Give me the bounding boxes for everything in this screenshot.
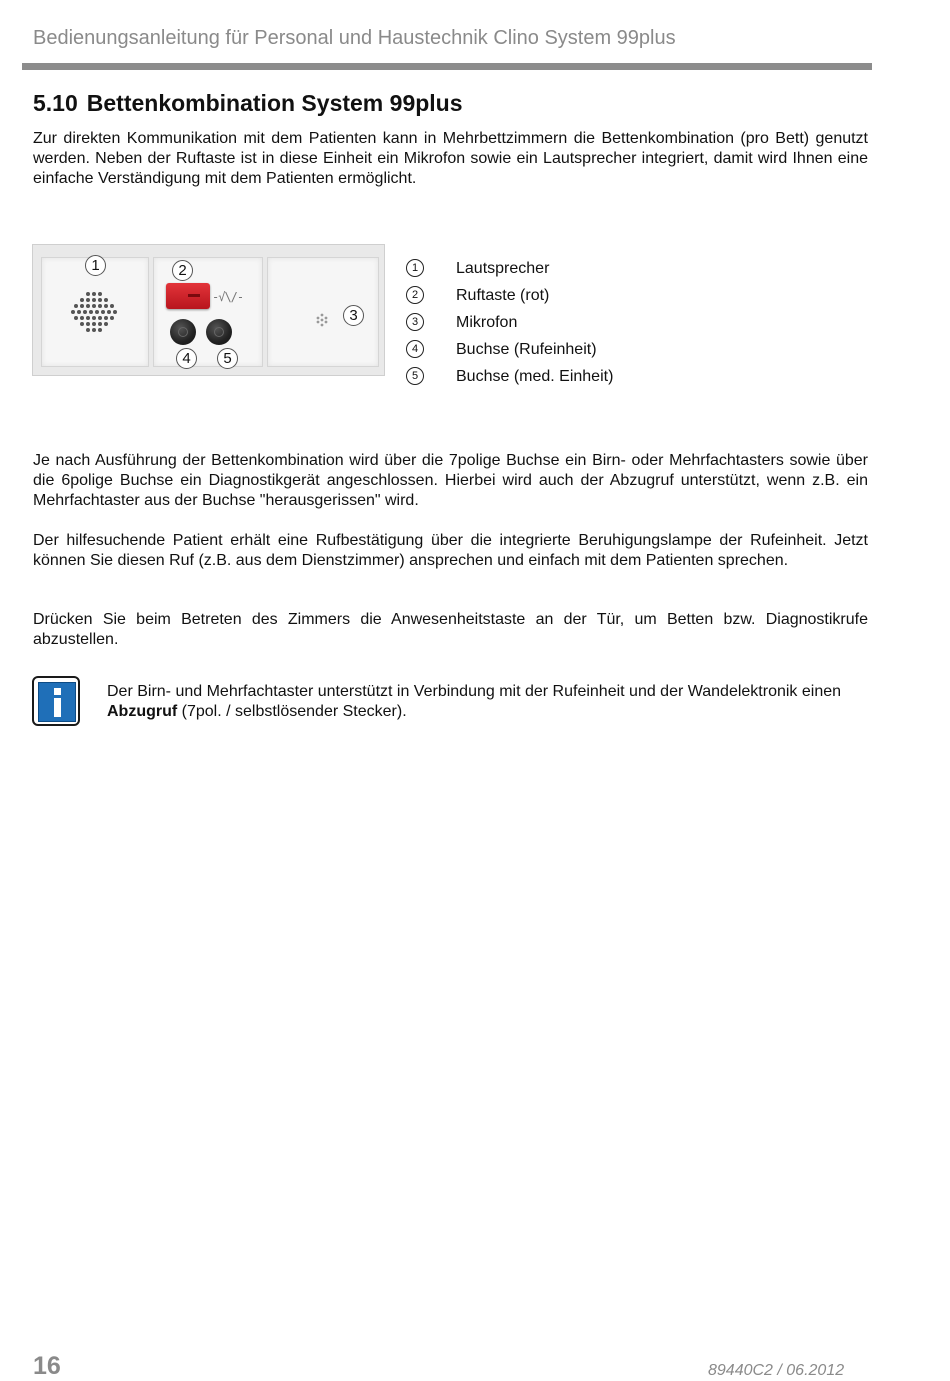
legend-number: 5 [406, 367, 424, 385]
callout-1: 1 [85, 255, 106, 276]
socket-medical-unit-icon [206, 319, 232, 345]
confirmation-paragraph: Der hilfesuchende Patient erhält eine Rufbestätigung über die integrierte Beruhigungslampe der Rufeinheit. Jetzt können Sie diesen Ruf (z.B. aus dem Dienstzimmer) ansprechen und einfach mit dem Patienten sprechen. [33, 532, 868, 569]
section-title [33, 90, 463, 117]
callout-3: 3 [343, 305, 364, 326]
call-module [153, 257, 263, 367]
presence-paragraph: Drücken Sie beim Betreten des Zimmers die Anwesenheitstaste an der Tür, um Betten bzw. Diagnostikrufe abzustellen. [33, 611, 868, 648]
microphone-icon [310, 308, 334, 332]
info-icon-dot [54, 688, 61, 695]
legend-number: 2 [406, 286, 424, 304]
callout-4: 4 [176, 348, 197, 369]
call-button-red [166, 283, 210, 309]
legend-number: 1 [406, 259, 424, 277]
intro-paragraph: Zur direkten Kommunikation mit dem Patienten kann in Mehrbettzimmern die Bettenkombination (pro Bett) genutzt werden. Neben der Ruftaste ist in diese Einheit ein Mikrofon sowie ein Lautsprecher integriert, damit wird Ihnen eine einfache Verständigung mit dem Patienten ermöglicht. [33, 130, 868, 187]
info-text-before: Der Birn- und Mehrfachtaster unterstützt in Verbindung mit der Rufeinheit und der Wandelektronik einen [107, 683, 842, 700]
legend-number: 4 [406, 340, 424, 358]
info-icon-inner [38, 682, 76, 722]
socket-call-unit-icon [170, 319, 196, 345]
legend-label: Ruftaste (rot) [456, 287, 550, 304]
info-icon-bar [54, 698, 61, 717]
info-text-after: (7pol. / selbstlösender Stecker). [177, 703, 407, 720]
legend-label: Mikrofon [456, 314, 518, 331]
info-bold-term: Abzugruf [107, 703, 178, 720]
page-number: 16 [33, 1352, 61, 1380]
legend-label: Buchse (med. Einheit) [456, 368, 614, 385]
legend-label: Buchse (Rufeinheit) [456, 341, 597, 358]
connection-paragraph: Je nach Ausführung der Bettenkombination wird über die 7polige Buchse ein Birn- oder Mehrfachtasters sowie über die 6polige Buchse ein Diagnostikgerät angeschlossen. Hierbei wird auch der Abzugruf unterstützt, wenn z.B. ein Mehrfachtaster aus der Buchse "herausgerissen" wird. [33, 452, 868, 509]
info-icon [32, 676, 80, 726]
callout-5: 5 [217, 348, 238, 369]
info-note [107, 682, 877, 722]
legend-number: 3 [406, 313, 424, 331]
document-code: 89440C2 / 06.2012 [708, 1362, 845, 1379]
section-number: 5.10 [33, 90, 78, 116]
legend-label: Lautsprecher [456, 260, 550, 277]
callout-2: 2 [172, 260, 193, 281]
section-title-text: Bettenkombination System 99plus [86, 90, 463, 116]
speaker-grille-icon [58, 280, 130, 352]
header-rule [22, 63, 872, 70]
running-header: Bedienungsanleitung für Personal und Haustechnik Clino System 99plus [33, 27, 676, 49]
signal-wave-icon: -√\/- [212, 290, 244, 304]
